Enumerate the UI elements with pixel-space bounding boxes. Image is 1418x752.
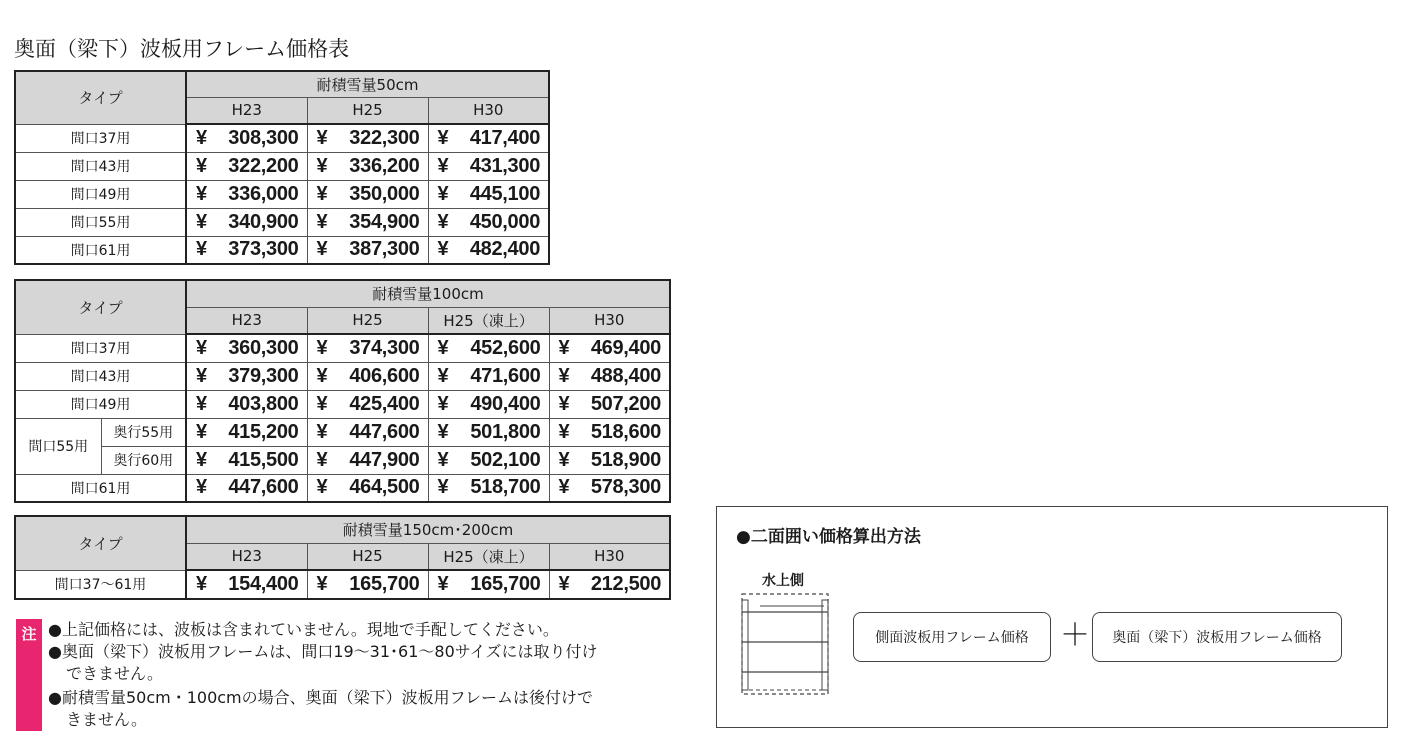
note-line: ●奥面（梁下）波板用フレームは、間口19～31･61～80サイズには取り付け [48, 642, 598, 661]
row-label: 間口43用 [15, 362, 186, 390]
price-value: 415,500 [228, 448, 299, 471]
row-label: 間口61用 [15, 236, 186, 264]
price-cell [186, 390, 307, 418]
yen-sign: ¥ [196, 210, 207, 233]
price-cell [428, 236, 549, 264]
table-row [15, 152, 549, 180]
price-value: 578,300 [590, 476, 662, 499]
yen-sign: ¥ [558, 420, 570, 443]
price-value: 501,800 [470, 420, 541, 443]
price-cell [428, 362, 549, 390]
col-header: H25 [307, 543, 428, 570]
price-value: 406,600 [349, 364, 420, 387]
note-line: ●耐積雪量50cm・100cmの場合、奥面（梁下）波板用フレームは後付けで [48, 688, 593, 707]
price-value: 415,200 [228, 420, 299, 443]
col-header: H23 [186, 307, 307, 334]
price-cell [549, 334, 670, 362]
yen-sign: ¥ [558, 336, 570, 359]
price-value: 154,400 [228, 573, 299, 595]
note-line: できません。 [66, 664, 163, 683]
price-cell [428, 474, 549, 502]
row-label: 奥行55用 [101, 418, 186, 446]
price-cell [549, 570, 670, 599]
table-row [15, 124, 549, 152]
price-table-150-200cm [14, 515, 671, 600]
price-cell [549, 474, 670, 502]
price-value: 469,400 [590, 336, 662, 359]
price-cell [186, 570, 307, 599]
price-value: 379,300 [228, 364, 299, 387]
price-value: 518,600 [590, 420, 662, 443]
price-value: 450,000 [469, 210, 541, 233]
side-frame-price-box: 側面波板用フレーム価格 [853, 612, 1051, 662]
price-cell [186, 236, 307, 264]
col-header: H23 [186, 543, 307, 570]
yen-sign: ¥ [316, 182, 328, 205]
price-cell [307, 152, 428, 180]
price-cell [186, 180, 307, 208]
page-title: 奥面（梁下）波板用フレーム価格表 [14, 37, 350, 61]
col-header: H25 [307, 307, 428, 334]
table-row [15, 570, 670, 599]
snow-load-header: 耐積雪量100cm [186, 280, 670, 307]
yen-sign: ¥ [196, 476, 207, 499]
price-cell [307, 362, 428, 390]
price-value: 502,100 [470, 448, 541, 471]
type-header: タイプ [15, 280, 186, 334]
yen-sign: ¥ [558, 573, 570, 595]
yen-sign: ¥ [316, 573, 328, 595]
row-label: 間口43用 [15, 152, 186, 180]
price-value: 482,400 [469, 238, 541, 261]
yen-sign: ¥ [316, 154, 328, 177]
yen-sign: ¥ [437, 210, 449, 233]
yen-sign: ¥ [196, 154, 207, 177]
price-value: 447,600 [228, 476, 299, 499]
price-value: 360,300 [228, 336, 299, 359]
row-label: 間口37～61用 [15, 570, 186, 599]
price-value: 387,300 [349, 238, 420, 261]
price-value: 452,600 [470, 336, 541, 359]
price-value: 471,600 [470, 364, 541, 387]
col-header: H30 [549, 543, 670, 570]
price-cell [428, 334, 549, 362]
price-cell [186, 208, 307, 236]
table-row [15, 334, 670, 362]
yen-sign: ¥ [558, 392, 570, 415]
col-header: H25（凍上） [428, 543, 549, 570]
price-cell [428, 390, 549, 418]
yen-sign: ¥ [437, 448, 449, 471]
yen-sign: ¥ [558, 476, 570, 499]
yen-sign: ¥ [316, 210, 328, 233]
table-row [15, 180, 549, 208]
col-header: H25（凍上） [428, 307, 549, 334]
price-cell [186, 124, 307, 152]
yen-sign: ¥ [196, 238, 207, 261]
yen-sign: ¥ [196, 573, 207, 595]
yen-sign: ¥ [196, 420, 207, 443]
price-value: 518,700 [470, 476, 541, 499]
type-header: タイプ [15, 71, 186, 124]
price-table-100cm [14, 279, 671, 503]
price-cell [307, 236, 428, 264]
table-row [15, 362, 670, 390]
note-badge: 注 [16, 619, 42, 731]
note-line: ●上記価格には、波板は含まれていません。現地で手配してください。 [48, 620, 559, 639]
price-value: 350,000 [349, 182, 420, 205]
yen-sign: ¥ [316, 420, 328, 443]
yen-sign: ¥ [437, 364, 449, 387]
price-value: 322,300 [349, 126, 420, 149]
yen-sign: ¥ [437, 476, 449, 499]
price-value: 447,600 [349, 420, 420, 443]
price-value: 447,900 [349, 448, 420, 471]
price-value: 425,400 [349, 392, 420, 415]
snow-load-header: 耐積雪量150cm･200cm [186, 516, 670, 543]
price-cell [549, 362, 670, 390]
row-label: 間口37用 [15, 124, 186, 152]
price-value: 165,700 [349, 573, 420, 595]
price-value: 322,200 [228, 154, 299, 177]
price-cell [186, 362, 307, 390]
table-row [15, 390, 670, 418]
yen-sign: ¥ [437, 126, 449, 149]
price-table-50cm [14, 70, 550, 265]
yen-sign: ¥ [196, 336, 207, 359]
table-row [15, 474, 670, 502]
calc-method-title: ●二面囲い価格算出方法 [736, 527, 921, 547]
price-value: 374,300 [349, 336, 420, 359]
price-cell [428, 418, 549, 446]
price-cell [186, 474, 307, 502]
row-label: 間口61用 [15, 474, 186, 502]
table-row [15, 418, 670, 446]
price-cell [549, 390, 670, 418]
yen-sign: ¥ [316, 364, 328, 387]
yen-sign: ¥ [437, 182, 449, 205]
price-cell [307, 208, 428, 236]
row-label: 奥行60用 [101, 446, 186, 474]
table-row [15, 208, 549, 236]
price-cell [428, 208, 549, 236]
col-header: H25 [307, 97, 428, 124]
yen-sign: ¥ [316, 392, 328, 415]
yen-sign: ¥ [437, 238, 449, 261]
price-value: 417,400 [469, 126, 541, 149]
price-cell [186, 446, 307, 474]
yen-sign: ¥ [437, 420, 449, 443]
yen-sign: ¥ [196, 392, 207, 415]
yen-sign: ¥ [558, 448, 570, 471]
price-value: 165,700 [470, 573, 541, 595]
back-frame-price-box: 奥面（梁下）波板用フレーム価格 [1092, 612, 1342, 662]
yen-sign: ¥ [437, 336, 449, 359]
yen-sign: ¥ [316, 448, 328, 471]
yen-sign: ¥ [196, 126, 207, 149]
price-value: 403,800 [228, 392, 299, 415]
price-cell [428, 570, 549, 599]
yen-sign: ¥ [437, 154, 449, 177]
price-cell [186, 334, 307, 362]
col-header: H23 [186, 97, 307, 124]
row-label: 間口55用 [15, 208, 186, 236]
price-cell [307, 418, 428, 446]
table-row [15, 446, 670, 474]
price-cell [307, 570, 428, 599]
price-value: 507,200 [590, 392, 662, 415]
yen-sign: ¥ [316, 238, 328, 261]
row-label: 間口37用 [15, 334, 186, 362]
note-line: きません。 [66, 710, 147, 729]
yen-sign: ¥ [316, 126, 328, 149]
price-value: 336,200 [349, 154, 420, 177]
price-value: 373,300 [228, 238, 299, 261]
price-value: 518,900 [590, 448, 662, 471]
frame-diagram [738, 590, 834, 700]
price-value: 336,000 [228, 182, 299, 205]
price-value: 212,500 [590, 573, 662, 595]
price-cell [307, 334, 428, 362]
snow-load-header: 耐積雪量50cm [186, 71, 549, 97]
price-cell [549, 418, 670, 446]
price-value: 431,300 [469, 154, 541, 177]
water-side-label: 水上側 [762, 573, 804, 589]
price-cell [186, 152, 307, 180]
price-cell [307, 446, 428, 474]
row-label: 間口49用 [15, 180, 186, 208]
price-cell [549, 446, 670, 474]
yen-sign: ¥ [558, 364, 570, 387]
price-cell [307, 180, 428, 208]
yen-sign: ¥ [196, 448, 207, 471]
yen-sign: ¥ [437, 392, 449, 415]
price-cell [307, 390, 428, 418]
type-header: タイプ [15, 516, 186, 570]
price-cell [428, 180, 549, 208]
price-cell [307, 474, 428, 502]
yen-sign: ¥ [316, 476, 328, 499]
price-cell [428, 124, 549, 152]
plus-sign: ＋ [1060, 618, 1090, 653]
yen-sign: ¥ [437, 573, 449, 595]
price-value: 308,300 [228, 126, 299, 149]
price-value: 340,900 [228, 210, 299, 233]
col-header: H30 [549, 307, 670, 334]
price-cell [428, 446, 549, 474]
price-value: 354,900 [349, 210, 420, 233]
price-cell [307, 124, 428, 152]
table-row [15, 236, 549, 264]
price-cell [186, 418, 307, 446]
row-group-label: 間口55用 [15, 418, 101, 474]
yen-sign: ¥ [196, 182, 207, 205]
price-value: 445,100 [469, 182, 541, 205]
row-label: 間口49用 [15, 390, 186, 418]
yen-sign: ¥ [196, 364, 207, 387]
col-header: H30 [428, 97, 549, 124]
yen-sign: ¥ [316, 336, 328, 359]
price-value: 464,500 [349, 476, 420, 499]
price-value: 488,400 [590, 364, 662, 387]
price-cell [428, 152, 549, 180]
price-value: 490,400 [470, 392, 541, 415]
